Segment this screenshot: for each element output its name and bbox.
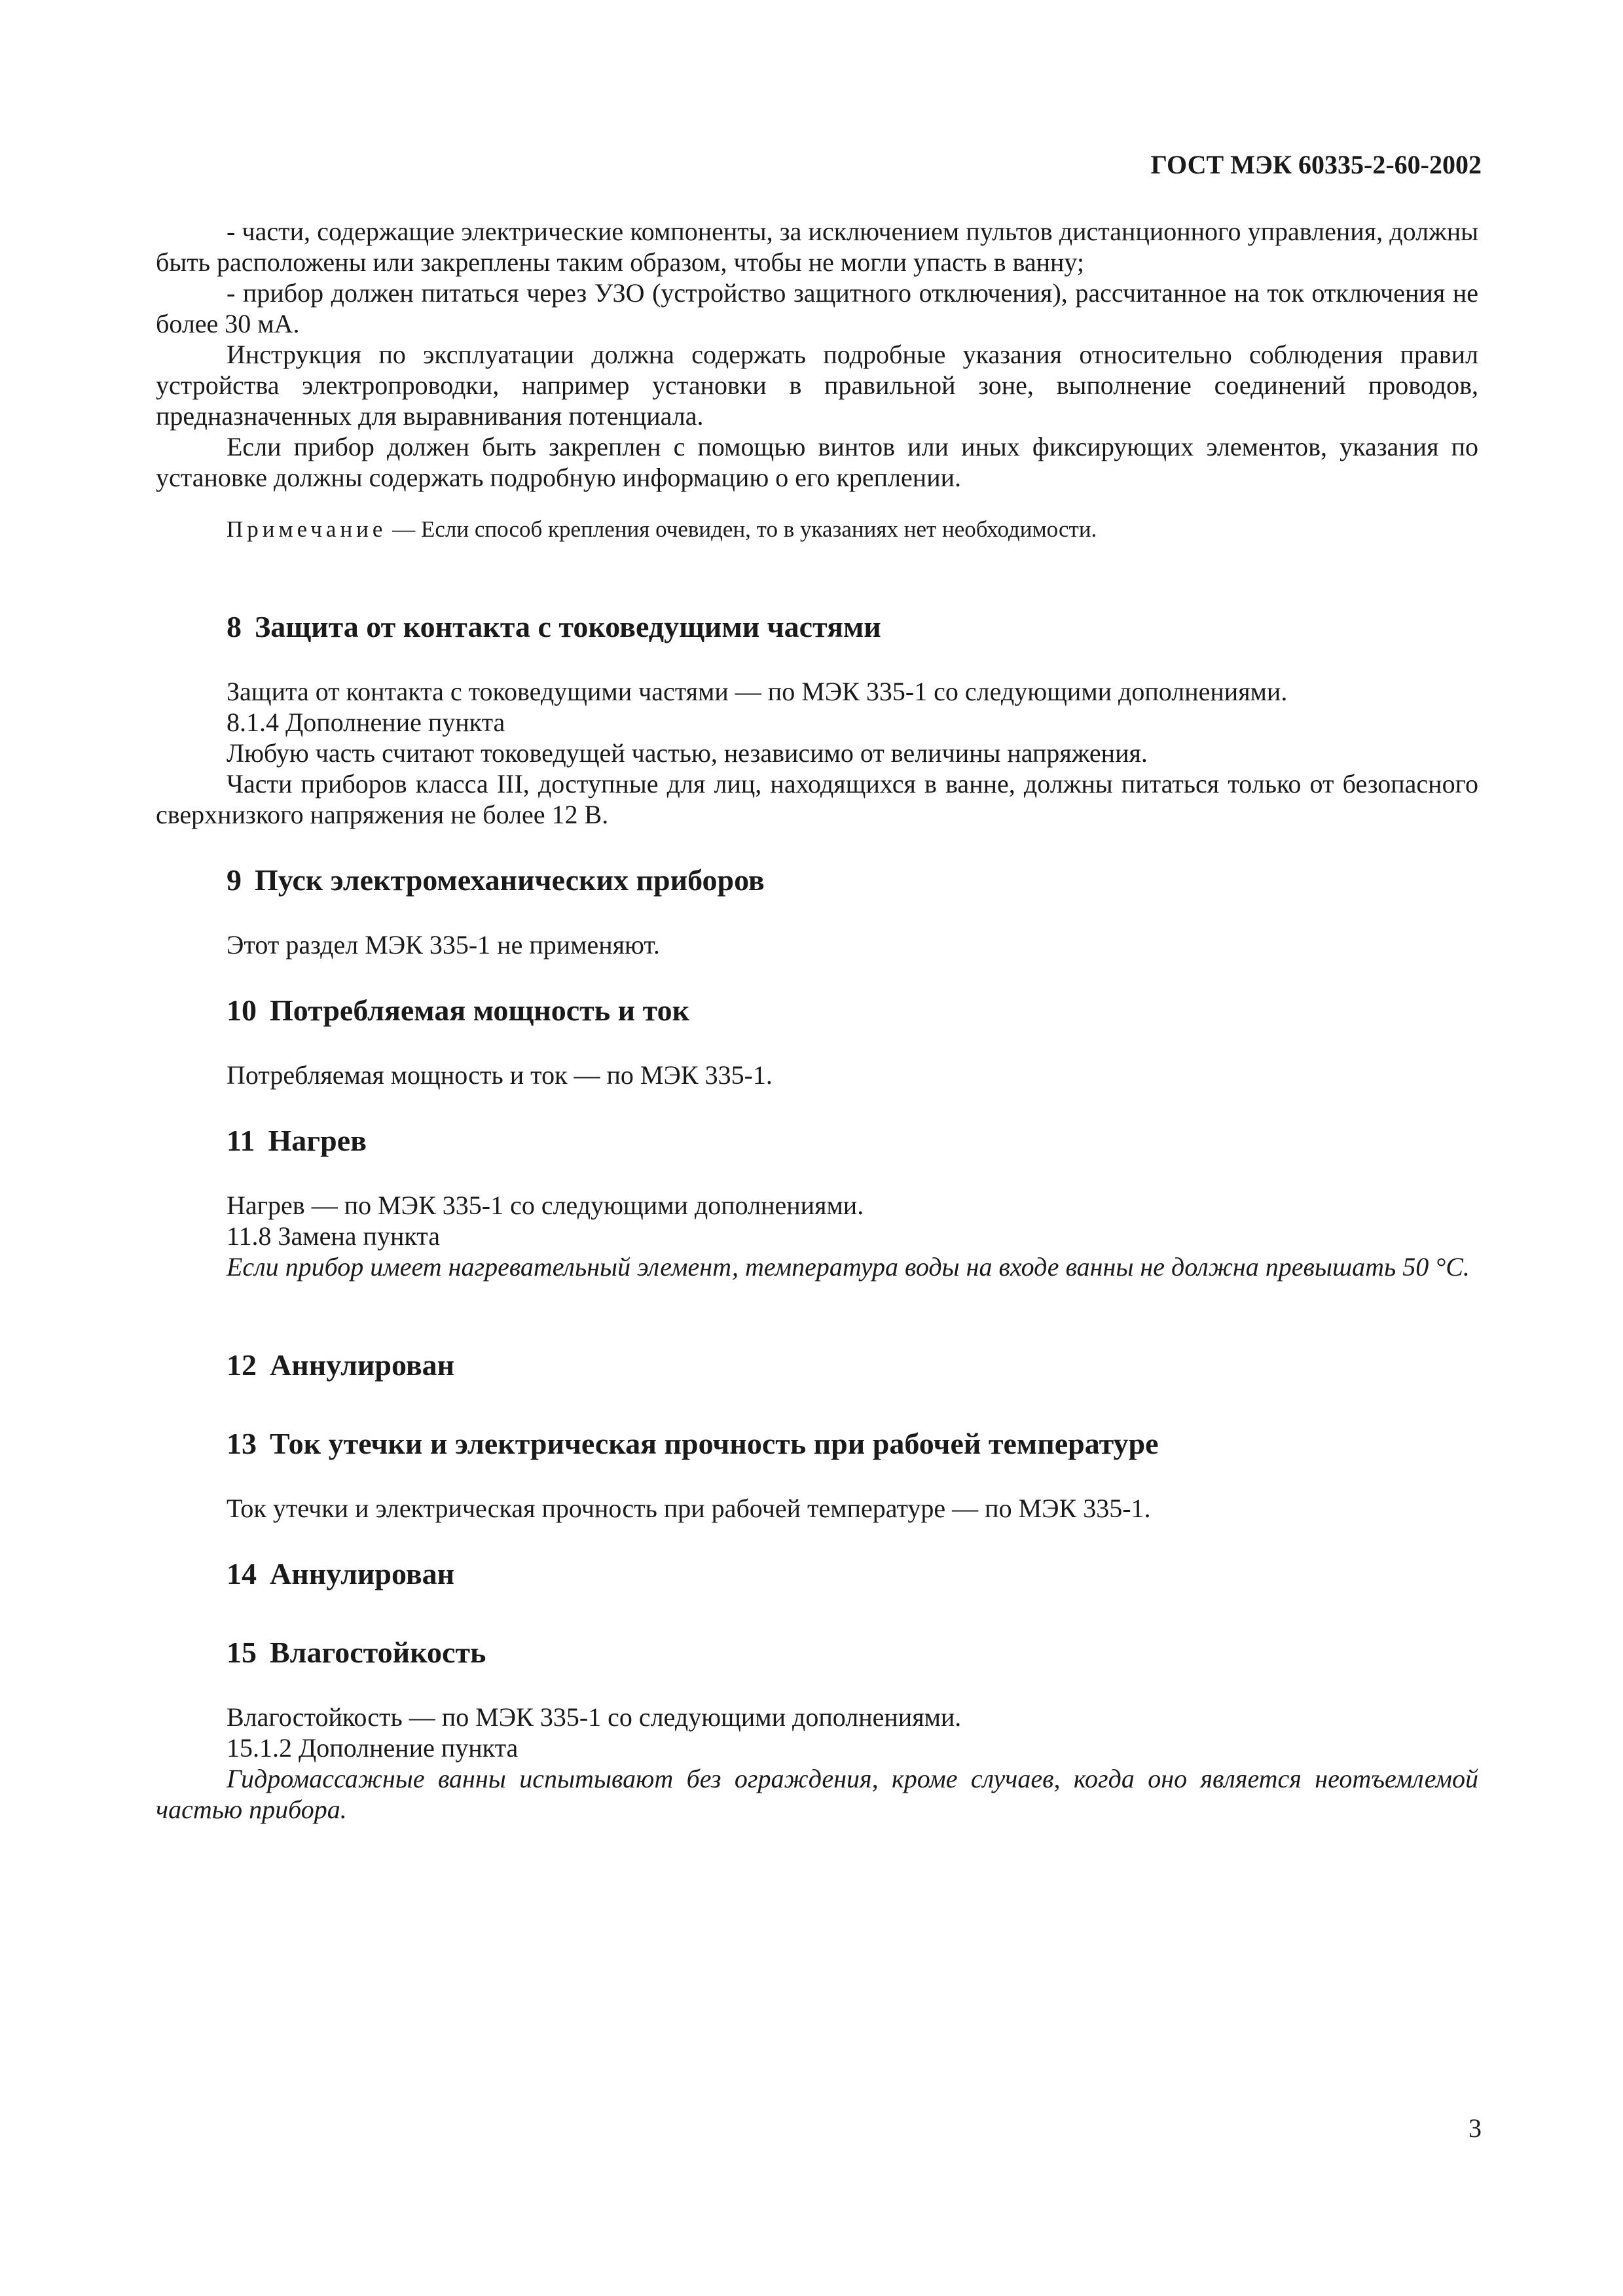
- note: [156, 515, 1478, 544]
- section-number: 10: [227, 994, 257, 1027]
- section-heading: [156, 1556, 1478, 1592]
- section-heading: [156, 609, 1478, 645]
- page-number: 3: [1468, 2113, 1482, 2143]
- paragraph: Части приборов класса III, доступные для лиц, находящихся в ванне, должны питаться только от безопасного сверхнизкого напряжения не более 12 В.: [156, 769, 1478, 829]
- section-heading: [156, 1348, 1478, 1383]
- section-heading: [156, 993, 1478, 1028]
- clause-heading: 11.8 Замена пункта: [227, 1221, 440, 1251]
- section-title: Ток утечки и электрическая прочность при рабочей температуре: [270, 1427, 1159, 1460]
- section-number: 14: [227, 1557, 257, 1590]
- paragraph: Защита от контакта с токоведущими частями — по МЭК 335-1 со следующими дополнениями.: [227, 677, 1288, 706]
- section-number: 11: [227, 1124, 255, 1157]
- note-text: — Если способ крепления очевиден, то в указаниях нет необходимости.: [386, 516, 1097, 542]
- paragraph: Если прибор имеет нагревательный элемент, температура воды на входе ванны не должна превышать 50 °С.: [227, 1252, 1470, 1282]
- section-title: Потребляемая мощность и ток: [270, 994, 690, 1027]
- section-heading: [156, 1635, 1478, 1670]
- note-label: Примечание: [227, 516, 387, 542]
- paragraph: Любую часть считают токоведущей частью, независимо от величины напряжения.: [227, 738, 1148, 768]
- clause-heading: 15.1.2 Дополнение пункта: [227, 1733, 519, 1763]
- paragraph: Нагрев — по МЭК 335-1 со следующими дополнениями.: [227, 1191, 864, 1220]
- paragraph: Гидромассажные ванны испытывают без ограждения, кроме случаев, когда оно является неотъемлемой частью прибора.: [156, 1764, 1478, 1824]
- section-number: 13: [227, 1427, 257, 1460]
- clause-heading: 8.1.4 Дополнение пункта: [227, 708, 505, 737]
- section-number: 12: [227, 1348, 257, 1382]
- paragraph: Ток утечки и электрическая прочность при рабочей температуре — по МЭК 335-1.: [227, 1494, 1151, 1523]
- document-header: ГОСТ МЭК 60335-2-60-2002: [1150, 150, 1482, 179]
- paragraph: Влагостойкость — по МЭК 335-1 со следующими дополнениями.: [227, 1702, 962, 1732]
- paragraph: - прибор должен питаться через УЗО (устройство защитного отключения), рассчитанное на ток отключения не более 30 мА.: [156, 278, 1478, 338]
- paragraph: Потребляемая мощность и ток — по МЭК 335-1.: [227, 1060, 773, 1090]
- section-title: Аннулирован: [270, 1348, 455, 1382]
- paragraph: - части, содержащие электрические компоненты, за исключением пультов дистанционного управления, должны быть расположены или закреплены таким образом, чтобы не могли упасть в ванну;: [156, 217, 1478, 277]
- section-title: Пуск электромеханических приборов: [255, 863, 765, 897]
- section-number: 9: [227, 863, 242, 897]
- section-heading: [156, 1426, 1478, 1462]
- section-heading: [156, 863, 1478, 898]
- section-number: 15: [227, 1636, 257, 1669]
- section-title: Нагрев: [268, 1124, 367, 1157]
- section-title: Аннулирован: [270, 1557, 455, 1590]
- section-heading: [156, 1123, 1478, 1158]
- page-content: [156, 216, 1478, 1825]
- section-title: Влагостойкость: [270, 1636, 486, 1669]
- section-title: Защита от контакта с токоведущими частями: [255, 610, 881, 643]
- section-number: 8: [227, 610, 242, 643]
- paragraph: Этот раздел МЭК 335-1 не применяют.: [227, 930, 660, 960]
- paragraph: Инструкция по эксплуатации должна содержать подробные указания относительно соблюдения правил устройства электропроводки, например установки в правильной зоне, выполнение соединений проводов, предназначенных для выравнивания потенциала.: [156, 340, 1478, 431]
- paragraph: Если прибор должен быть закреплен с помощью винтов или иных фиксирующих элементов, указания по установке должны содержать подробную информацию о его креплении.: [156, 432, 1478, 492]
